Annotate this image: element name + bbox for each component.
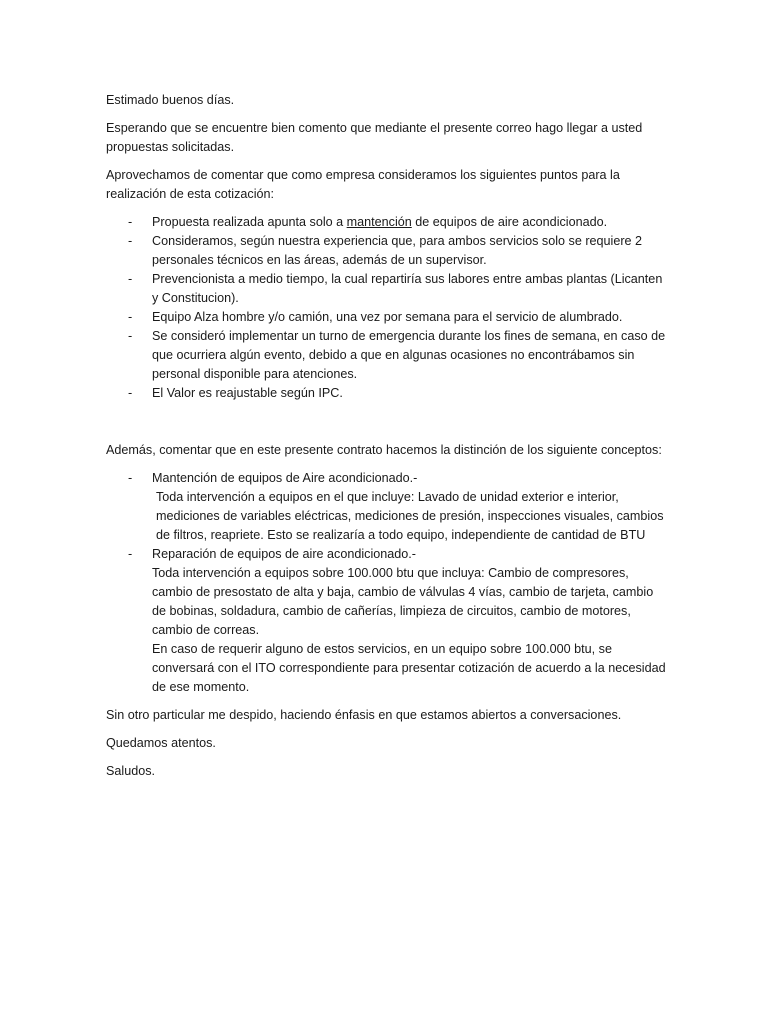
point-3-text: Prevencionista a medio tiempo, la cual repartiría sus labores entre ambas plantas (Licanten y Constitucion). bbox=[152, 272, 663, 305]
bullet-dash: - bbox=[128, 386, 133, 400]
concepts-intro-paragraph: Además, comentar que en este presente contrato hacemos la distinción de los siguiente conceptos: bbox=[106, 443, 662, 457]
bullet-dash: - bbox=[128, 329, 133, 343]
bullet-dash: - bbox=[128, 272, 133, 286]
attentive-line: Quedamos atentos. bbox=[106, 736, 216, 750]
bullet-dash: - bbox=[128, 310, 133, 324]
concept-1-title: Mantención de equipos de Aire acondicionado.- bbox=[152, 471, 418, 485]
concept-2-description: Toda intervención a equipos sobre 100.000 btu que incluya: Cambio de compresores, cambio de presostato de alta y baja, cambio de válvulas 4 vías, cambio de tarjeta, cambio de bobinas, soldadura, cambio de cañerías, limpieza de circuitos, cambio de motores, cambio de correas. bbox=[152, 566, 654, 637]
list-item bbox=[106, 213, 666, 232]
list-item bbox=[106, 469, 666, 545]
bullet-dash: - bbox=[128, 234, 133, 248]
list-item bbox=[106, 545, 666, 697]
point-1-text-end: de equipos de aire acondicionado. bbox=[411, 215, 608, 229]
concept-1-description: Toda intervención a equipos en el que incluye: Lavado de unidad exterior e interior, mediciones de variables eléctricas, mediciones de presión, inspecciones visuales, cambios de filtros, reapriete. Esto se realizaría a todo equipo, independiente de cantidad de BTU bbox=[156, 490, 664, 542]
paragraph-spacer bbox=[106, 412, 666, 441]
regards-line: Saludos. bbox=[106, 764, 156, 778]
point-4-text: Equipo Alza hombre y/o camión, una vez por semana para el servicio de alumbrado. bbox=[152, 310, 623, 324]
list-item bbox=[106, 308, 666, 327]
closing-paragraph: Sin otro particular me despido, haciendo énfasis en que estamos abiertos a conversaciones. bbox=[106, 708, 622, 722]
points-intro-paragraph: Aprovechamos de comentar que como empresa consideramos los siguientes puntos para la realización de esta cotización: bbox=[106, 168, 620, 201]
list-item bbox=[106, 384, 666, 403]
point-1-underlined-word: mantención bbox=[346, 215, 412, 229]
point-6-text: El Valor es reajustable según IPC. bbox=[152, 386, 343, 400]
list-item bbox=[106, 327, 666, 384]
bullet-dash: - bbox=[128, 547, 133, 561]
concept-2-title: Reparación de equipos de aire acondicionado.- bbox=[152, 547, 416, 561]
email-body bbox=[106, 91, 666, 790]
considerations-list bbox=[106, 213, 666, 403]
bullet-dash: - bbox=[128, 215, 133, 229]
point-1-text-start: Propuesta realizada apunta solo a bbox=[152, 215, 347, 229]
point-5-text: Se consideró implementar un turno de emergencia durante los fines de semana, en caso de que ocurriera algún evento, debido a que en algunas ocasiones no encontrábamos sin personal disponible para atenciones. bbox=[152, 329, 666, 381]
concepts-list bbox=[106, 469, 666, 697]
point-2-text: Consideramos, según nuestra experiencia que, para ambos servicios solo se requiere 2 personales técnicos en las áreas, además de un supervisor. bbox=[152, 234, 643, 267]
intro-paragraph: Esperando que se encuentre bien comento que mediante el presente correo hago llegar a usted propuestas solicitadas. bbox=[106, 121, 643, 154]
concept-2-note: En caso de requerir alguno de estos servicios, en un equipo sobre 100.000 btu, se conversará con el ITO correspondiente para presentar cotización de acuerdo a la necesidad de ese momento. bbox=[152, 642, 666, 694]
list-item bbox=[106, 232, 666, 270]
greeting: Estimado buenos días. bbox=[106, 93, 235, 107]
bullet-dash: - bbox=[128, 471, 133, 485]
list-item bbox=[106, 270, 666, 308]
